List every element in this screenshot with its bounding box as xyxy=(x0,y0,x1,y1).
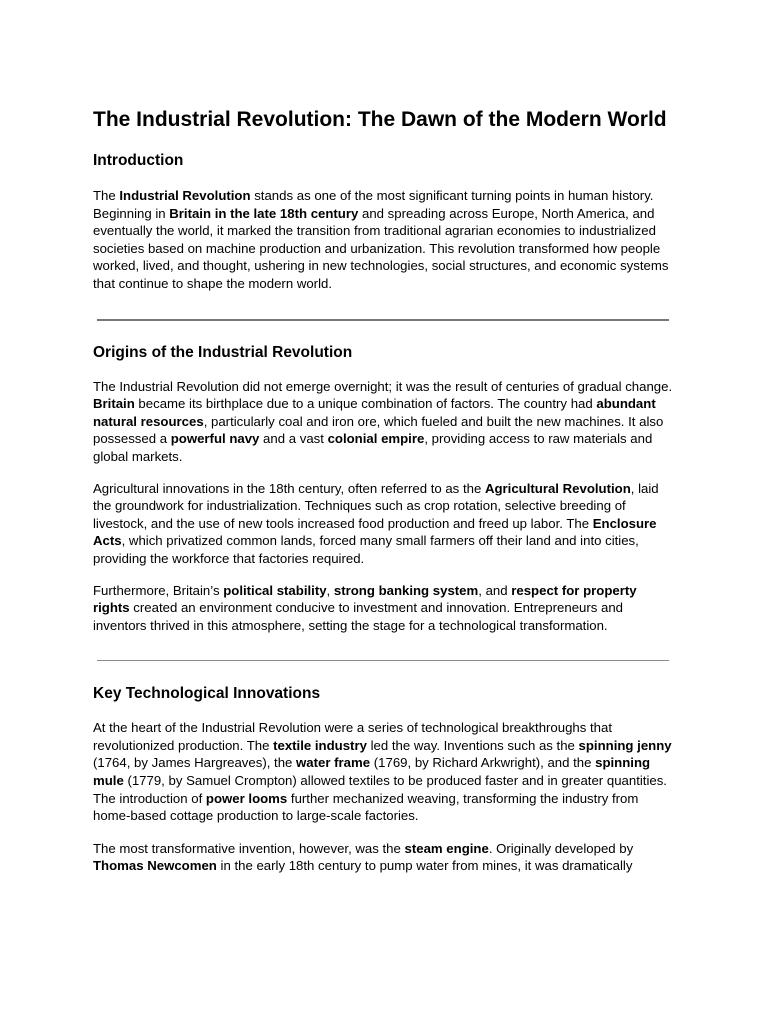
section-heading-origins: Origins of the Industrial Revolution xyxy=(93,343,353,361)
bold-term: Industrial Revolution xyxy=(119,188,251,203)
text-run: (1764, by James Hargreaves), the xyxy=(93,755,297,771)
text-run: and spreading across Europe, North America, and eventually the world, it marked the transition from traditional agrarian economies to industrialized societies based on machine production and urbanization. This revolution transformed how people worked, lived, and thought, ushering in new technologies, social structures, and economic systems that continue to shape the modern world. xyxy=(93,205,669,291)
bold-term: Britain xyxy=(93,396,135,412)
text-run: . Originally developed by xyxy=(488,840,634,856)
text-run: (1769, by Richard Arkwright), and the xyxy=(370,755,596,771)
paragraph xyxy=(93,719,675,825)
paragraph xyxy=(93,187,675,293)
bold-term: strong banking system xyxy=(333,582,479,598)
text-run: The most transformative invention, however, was the xyxy=(93,840,405,856)
bold-term: political stability xyxy=(223,582,327,598)
text-run: At the heart of the Industrial Revolution were a series of technological breakthroughs that revolutionized production. The xyxy=(93,720,613,753)
bold-term: Agricultural Revolution xyxy=(484,480,631,496)
paragraph xyxy=(93,840,675,875)
bold-term: textile industry xyxy=(273,737,367,753)
bold-term: abundant natural resources xyxy=(93,396,656,429)
section-heading-introduction: Introduction xyxy=(93,152,184,169)
section-divider xyxy=(97,319,669,321)
text-run: became its birthplace due to a unique combination of factors. The country had xyxy=(134,396,597,412)
paragraph xyxy=(93,582,675,635)
document-title: The Industrial Revolution: The Dawn of the Modern World xyxy=(93,108,667,131)
text-run: , laid the groundwork for industrialization. Techniques such as crop rotation, selective breeding of livestock, and the use of new tools increased food production and freed up labor. The xyxy=(93,480,659,531)
text-run: Agricultural innovations in the 18th century, often referred to as the xyxy=(93,480,485,496)
text-run: Furthermore, Britain’s xyxy=(93,582,224,598)
bold-term: colonial empire xyxy=(327,431,425,447)
text-run: , particularly coal and iron ore, which fueled and built the new machines. It also possessed a xyxy=(93,413,664,447)
text-run: created an environment conducive to investment and innovation. Entrepreneurs and inventors thrived in this atmosphere, setting the stage for a technological transformation. xyxy=(93,600,624,633)
text-run: and a vast xyxy=(259,431,328,447)
text-run: , providing access to raw materials and global markets. xyxy=(93,431,653,464)
text-run: , xyxy=(326,582,334,598)
bold-term: powerful navy xyxy=(170,431,260,447)
bold-term: steam engine xyxy=(404,840,489,856)
bold-term: power looms xyxy=(205,790,288,806)
text-run: further mechanized weaving, transforming the industry from home-based cottage production to large-scale factories. xyxy=(93,790,639,824)
text-run: in the early 18th century to pump water from mines, it was dramatically xyxy=(216,858,633,874)
document-page xyxy=(93,106,675,875)
bold-term: Britain in the late 18th century xyxy=(169,205,359,221)
bold-term: Enclosure Acts xyxy=(93,515,657,549)
text-run: , which privatized common lands, forced many small farmers off their land and into cities, providing the workforce that factories required. xyxy=(93,533,639,566)
bold-term: spinning jenny xyxy=(578,737,672,753)
section-heading-innovations: Key Technological Innovations xyxy=(93,685,321,703)
text-run: , and xyxy=(478,582,512,598)
paragraph xyxy=(93,480,675,568)
section-divider xyxy=(97,660,669,661)
text-run: stands as one of the most significant turning points in human history. Beginning in xyxy=(93,188,654,221)
bold-term: respect for property rights xyxy=(93,582,637,616)
paragraph xyxy=(93,378,675,466)
bold-term: water frame xyxy=(296,755,371,771)
bold-term: spinning mule xyxy=(93,755,651,789)
text-run: (1779, by Samuel Crompton) allowed textiles to be produced faster and in greater quantities. The introduction of xyxy=(93,773,667,806)
text-run: The Industrial Revolution did not emerge overnight; it was the result of centuries of gradual change. xyxy=(93,378,673,394)
bold-term: Thomas Newcomen xyxy=(93,858,217,874)
text-run: led the way. Inventions such as the xyxy=(366,737,579,753)
text-run: The xyxy=(93,188,120,203)
